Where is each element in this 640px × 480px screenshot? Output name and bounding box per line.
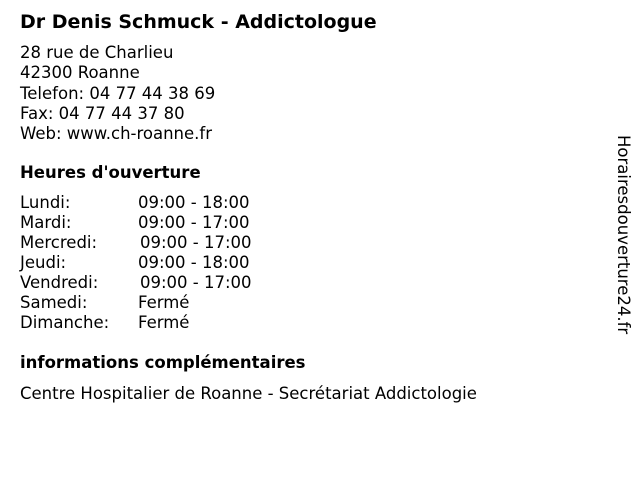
day-label: Jeudi:: [20, 253, 67, 272]
day-label: Mardi:: [20, 213, 72, 232]
time-value: 09:00 - 18:00: [138, 193, 250, 212]
day-label: Dimanche:: [20, 313, 110, 332]
hours-heading: Heures d'ouverture: [20, 163, 201, 182]
time-value: 09:00 - 18:00: [138, 253, 250, 272]
time-value: Fermé: [138, 293, 190, 312]
website: Web: www.ch-roanne.fr: [20, 124, 213, 144]
contact-block: [20, 43, 215, 144]
address-city: 42300 Roanne: [20, 63, 140, 83]
day-label: Lundi:: [20, 193, 71, 212]
info-heading: informations complémentaires: [20, 353, 306, 372]
day-label: Vendredi:: [20, 273, 99, 292]
info-text: Centre Hospitalier de Roanne - Secrétariat Addictologie: [20, 384, 477, 403]
time-value: 09:00 - 17:00: [140, 233, 252, 252]
time-value: Fermé: [138, 313, 190, 332]
day-label: Samedi:: [20, 293, 88, 312]
page-title: Dr Denis Schmuck - Addictologue: [20, 11, 377, 33]
phone-number: Telefon: 04 77 44 38 69: [20, 83, 216, 103]
address-street: 28 rue de Charlieu: [20, 43, 174, 62]
time-value: 09:00 - 17:00: [140, 273, 252, 292]
site-watermark: Horairesdouverture24.fr: [614, 135, 633, 335]
time-value: 09:00 - 17:00: [138, 213, 250, 232]
fax-number: Fax: 04 77 44 37 80: [20, 103, 185, 123]
day-label: Mercredi:: [20, 233, 98, 252]
